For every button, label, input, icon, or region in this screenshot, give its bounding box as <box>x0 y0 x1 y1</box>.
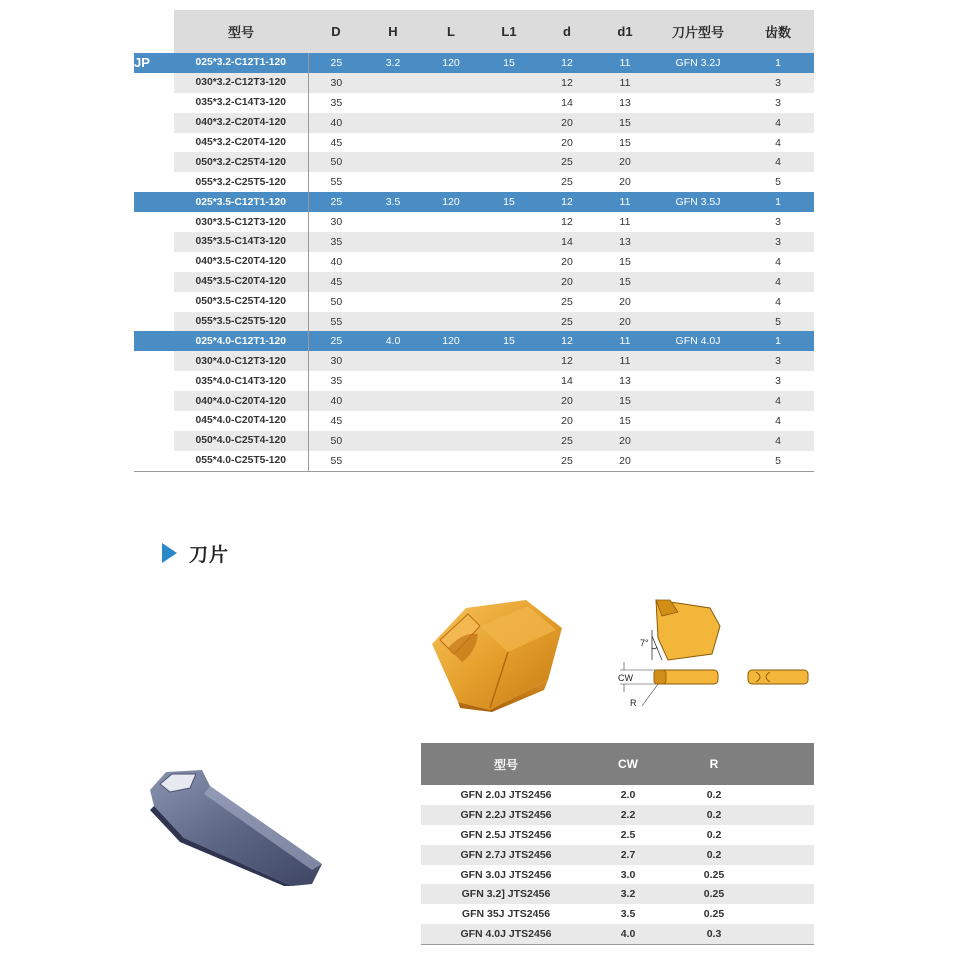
insert-row <box>421 884 814 904</box>
cell-d: 50 <box>308 431 364 451</box>
insert-cell-r: 0.25 <box>665 904 763 924</box>
cell-d1: 13 <box>596 232 654 252</box>
cell-l <box>422 312 480 332</box>
row-spacer <box>134 391 174 411</box>
insert-cell-model: GFN 35J JTS2456 <box>421 904 591 924</box>
header-spacer <box>134 10 174 53</box>
cell-d1: 20 <box>596 451 654 471</box>
cell-model: 025*3.5-C12T1-120 <box>174 192 308 212</box>
insert-cell-cw: 3.5 <box>591 904 665 924</box>
cell-model: 035*3.2-C14T3-120 <box>174 93 308 113</box>
cell-insert <box>654 371 742 391</box>
table-row <box>134 252 814 272</box>
cell-h <box>364 133 422 153</box>
cell-insert <box>654 312 742 332</box>
cell-teeth: 1 <box>742 192 814 212</box>
insert-cell-r: 0.25 <box>665 865 763 885</box>
table-row <box>134 113 814 133</box>
table-row <box>134 312 814 332</box>
cell-teeth: 1 <box>742 331 814 351</box>
insert-row <box>421 904 814 924</box>
cell-l <box>422 113 480 133</box>
cell-l: 120 <box>422 192 480 212</box>
cell-d: 25 <box>538 172 596 192</box>
cell-teeth: 4 <box>742 292 814 312</box>
cell-model: 035*4.0-C14T3-120 <box>174 371 308 391</box>
insert-cell-spacer <box>763 825 814 845</box>
cell-insert: GFN 3.5J <box>654 192 742 212</box>
cell-d1: 15 <box>596 113 654 133</box>
cell-model: 045*4.0-C20T4-120 <box>174 411 308 431</box>
header-d: d <box>538 10 596 53</box>
cell-l1 <box>480 212 538 232</box>
cell-insert <box>654 252 742 272</box>
gold-insert-image <box>418 598 574 714</box>
cell-h <box>364 391 422 411</box>
cell-h <box>364 431 422 451</box>
insert-cell-r: 0.2 <box>665 825 763 845</box>
insert-cell-cw: 3.0 <box>591 865 665 885</box>
cell-d1: 20 <box>596 431 654 451</box>
cell-d: 25 <box>538 312 596 332</box>
cell-d: 20 <box>538 252 596 272</box>
cell-d: 55 <box>308 172 364 192</box>
cell-insert <box>654 391 742 411</box>
cell-h <box>364 172 422 192</box>
insert-cell-cw: 2.5 <box>591 825 665 845</box>
insert-header-row <box>421 743 814 785</box>
insert-cell-model: GFN 4.0J JTS2456 <box>421 924 591 944</box>
cell-l1 <box>480 172 538 192</box>
table-row <box>134 292 814 312</box>
cell-teeth: 4 <box>742 411 814 431</box>
cell-h <box>364 152 422 172</box>
insert-cell-cw: 4.0 <box>591 924 665 944</box>
cell-l1 <box>480 431 538 451</box>
cell-teeth: 4 <box>742 152 814 172</box>
cell-l1: 15 <box>480 53 538 73</box>
cell-model: 050*3.2-C25T4-120 <box>174 152 308 172</box>
header-L1: L1 <box>480 10 538 53</box>
row-spacer <box>134 252 174 272</box>
cell-l <box>422 431 480 451</box>
product-table <box>134 10 814 472</box>
table-row <box>134 331 814 351</box>
row-spacer <box>134 431 174 451</box>
table-row <box>134 53 814 73</box>
cell-l <box>422 411 480 431</box>
row-spacer <box>134 93 174 113</box>
table-row <box>134 152 814 172</box>
insert-cell-model: GFN 3.2] JTS2456 <box>421 884 591 904</box>
row-spacer <box>134 232 174 252</box>
row-spacer <box>134 451 174 471</box>
cell-l <box>422 292 480 312</box>
group-label: JP <box>134 53 174 73</box>
table-row <box>134 212 814 232</box>
cw-label: CW <box>618 673 633 683</box>
triangle-marker-icon <box>162 543 177 563</box>
cell-h <box>364 252 422 272</box>
cell-d: 25 <box>308 53 364 73</box>
cell-l1 <box>480 152 538 172</box>
row-spacer <box>134 152 174 172</box>
table-row <box>134 411 814 431</box>
cell-l1 <box>480 312 538 332</box>
cell-teeth: 4 <box>742 391 814 411</box>
cell-d1: 15 <box>596 133 654 153</box>
section-title: 刀片 <box>189 544 230 566</box>
cell-insert <box>654 232 742 252</box>
table-row <box>134 371 814 391</box>
cell-d: 20 <box>538 411 596 431</box>
row-spacer <box>134 172 174 192</box>
cell-d1: 11 <box>596 331 654 351</box>
insert-header-spacer <box>763 743 814 785</box>
cell-d1: 11 <box>596 73 654 93</box>
cell-l1 <box>480 371 538 391</box>
cell-d: 20 <box>538 272 596 292</box>
cell-d1: 11 <box>596 53 654 73</box>
cell-d: 55 <box>308 451 364 471</box>
table-row <box>134 172 814 192</box>
insert-header-cw: CW <box>591 743 665 785</box>
cell-insert <box>654 133 742 153</box>
cell-d: 50 <box>308 152 364 172</box>
insert-row <box>421 785 814 805</box>
cell-d: 12 <box>538 351 596 371</box>
cell-teeth: 5 <box>742 451 814 471</box>
header-D: D <box>308 10 364 53</box>
cell-d1: 20 <box>596 312 654 332</box>
cell-model: 055*4.0-C25T5-120 <box>174 451 308 471</box>
cell-h <box>364 411 422 431</box>
cell-teeth: 5 <box>742 312 814 332</box>
cell-h <box>364 212 422 232</box>
cell-d1: 15 <box>596 252 654 272</box>
cell-d: 30 <box>308 351 364 371</box>
cell-d1: 13 <box>596 93 654 113</box>
cell-model: 040*4.0-C20T4-120 <box>174 391 308 411</box>
insert-cell-spacer <box>763 785 814 805</box>
cell-insert <box>654 451 742 471</box>
insert-cell-r: 0.2 <box>665 785 763 805</box>
row-spacer <box>134 292 174 312</box>
cell-teeth: 3 <box>742 371 814 391</box>
cell-h <box>364 292 422 312</box>
insert-cell-model: GFN 3.0J JTS2456 <box>421 865 591 885</box>
cell-model: 030*3.2-C12T3-120 <box>174 73 308 93</box>
insert-header-r: R <box>665 743 763 785</box>
row-spacer <box>134 73 174 93</box>
cell-d: 25 <box>308 331 364 351</box>
cell-d: 14 <box>538 371 596 391</box>
cell-insert: GFN 4.0J <box>654 331 742 351</box>
cell-d1: 15 <box>596 411 654 431</box>
cell-l: 120 <box>422 331 480 351</box>
cell-l <box>422 152 480 172</box>
cell-insert <box>654 292 742 312</box>
cell-model: 045*3.5-C20T4-120 <box>174 272 308 292</box>
cell-l1 <box>480 252 538 272</box>
row-spacer <box>134 133 174 153</box>
cell-l1 <box>480 73 538 93</box>
cell-d: 40 <box>308 113 364 133</box>
r-label: R <box>630 698 637 708</box>
cell-l1 <box>480 292 538 312</box>
cell-insert <box>654 93 742 113</box>
cell-model: 055*3.2-C25T5-120 <box>174 172 308 192</box>
cell-d1: 11 <box>596 192 654 212</box>
cell-insert <box>654 272 742 292</box>
row-spacer <box>134 312 174 332</box>
cell-insert <box>654 212 742 232</box>
insert-row <box>421 865 814 885</box>
cell-d1: 20 <box>596 152 654 172</box>
table-row <box>134 272 814 292</box>
header-model: 型号 <box>174 10 308 53</box>
cell-d: 20 <box>538 113 596 133</box>
cell-d1: 20 <box>596 292 654 312</box>
cell-d: 55 <box>308 312 364 332</box>
cell-d: 35 <box>308 371 364 391</box>
table-row <box>134 93 814 113</box>
insert-cell-spacer <box>763 904 814 924</box>
row-spacer <box>134 331 174 351</box>
header-H: H <box>364 10 422 53</box>
cell-h <box>364 272 422 292</box>
row-spacer <box>134 411 174 431</box>
angle-label: 7° <box>640 638 649 648</box>
insert-cell-spacer <box>763 865 814 885</box>
cell-insert <box>654 351 742 371</box>
cell-l1 <box>480 391 538 411</box>
cell-insert <box>654 411 742 431</box>
table-row <box>134 73 814 93</box>
table-row <box>134 391 814 411</box>
cell-model: 045*3.2-C20T4-120 <box>174 133 308 153</box>
cell-d: 25 <box>538 292 596 312</box>
cell-insert <box>654 431 742 451</box>
cell-d: 30 <box>308 73 364 93</box>
cell-d: 12 <box>538 53 596 73</box>
cell-d: 20 <box>538 391 596 411</box>
cell-l <box>422 232 480 252</box>
cell-d1: 11 <box>596 212 654 232</box>
table-row <box>134 192 814 212</box>
cell-d1: 15 <box>596 391 654 411</box>
cell-d: 14 <box>538 93 596 113</box>
insert-cell-cw: 2.2 <box>591 805 665 825</box>
row-spacer <box>134 272 174 292</box>
cell-insert <box>654 172 742 192</box>
cell-insert <box>654 73 742 93</box>
cell-l1: 15 <box>480 192 538 212</box>
insert-header-model: 型号 <box>421 743 591 785</box>
cell-d: 12 <box>538 331 596 351</box>
row-spacer <box>134 212 174 232</box>
cell-d: 20 <box>538 133 596 153</box>
cell-model: 025*3.2-C12T1-120 <box>174 53 308 73</box>
row-spacer <box>134 351 174 371</box>
insert-cell-spacer <box>763 924 814 944</box>
insert-cell-model: GFN 2.2J JTS2456 <box>421 805 591 825</box>
insert-cell-model: GFN 2.0J JTS2456 <box>421 785 591 805</box>
cell-h <box>364 232 422 252</box>
cell-l <box>422 172 480 192</box>
cell-d: 25 <box>538 431 596 451</box>
cell-d: 14 <box>538 232 596 252</box>
insert-cell-cw: 2.0 <box>591 785 665 805</box>
cell-l1 <box>480 133 538 153</box>
cell-l1 <box>480 232 538 252</box>
cell-h <box>364 371 422 391</box>
cell-d: 12 <box>538 212 596 232</box>
cell-l <box>422 351 480 371</box>
row-spacer <box>134 371 174 391</box>
cell-h: 4.0 <box>364 331 422 351</box>
table-row <box>134 133 814 153</box>
cell-d: 25 <box>308 192 364 212</box>
cell-l1 <box>480 411 538 431</box>
cell-h <box>364 93 422 113</box>
header-teeth: 齿数 <box>742 10 814 53</box>
cell-insert <box>654 152 742 172</box>
cell-l <box>422 212 480 232</box>
cell-model: 040*3.2-C20T4-120 <box>174 113 308 133</box>
table-row <box>134 451 814 471</box>
insert-cell-r: 0.2 <box>665 845 763 865</box>
cell-d1: 20 <box>596 172 654 192</box>
insert-table <box>421 743 814 945</box>
table-row <box>134 232 814 252</box>
cell-d: 12 <box>538 73 596 93</box>
cell-l <box>422 371 480 391</box>
cell-d: 40 <box>308 391 364 411</box>
cell-model: 050*3.5-C25T4-120 <box>174 292 308 312</box>
insert-cell-spacer <box>763 805 814 825</box>
cell-teeth: 1 <box>742 53 814 73</box>
cell-h: 3.2 <box>364 53 422 73</box>
cell-d: 12 <box>538 192 596 212</box>
insert-cell-cw: 3.2 <box>591 884 665 904</box>
header-d1: d1 <box>596 10 654 53</box>
cell-d: 25 <box>538 451 596 471</box>
section-heading <box>162 541 229 565</box>
table-row <box>134 431 814 451</box>
cell-teeth: 3 <box>742 232 814 252</box>
cell-l1 <box>480 272 538 292</box>
insert-cell-spacer <box>763 884 814 904</box>
insert-cell-r: 0.25 <box>665 884 763 904</box>
insert-row <box>421 924 814 944</box>
insert-cell-spacer <box>763 845 814 865</box>
cell-l <box>422 451 480 471</box>
cell-model: 025*4.0-C12T1-120 <box>174 331 308 351</box>
cell-h: 3.5 <box>364 192 422 212</box>
cell-teeth: 4 <box>742 252 814 272</box>
cell-model: 030*3.5-C12T3-120 <box>174 212 308 232</box>
insert-row <box>421 845 814 865</box>
cell-teeth: 3 <box>742 212 814 232</box>
cell-teeth: 4 <box>742 431 814 451</box>
header-L: L <box>422 10 480 53</box>
cell-model: 035*3.5-C14T3-120 <box>174 232 308 252</box>
cell-d: 50 <box>308 292 364 312</box>
cell-h <box>364 113 422 133</box>
cell-h <box>364 73 422 93</box>
cell-teeth: 5 <box>742 172 814 192</box>
cell-d: 45 <box>308 272 364 292</box>
cell-l <box>422 133 480 153</box>
cell-teeth: 4 <box>742 272 814 292</box>
cell-d: 35 <box>308 232 364 252</box>
cell-d1: 13 <box>596 371 654 391</box>
header-insert-model: 刀片型号 <box>654 10 742 53</box>
cell-l1: 15 <box>480 331 538 351</box>
cell-teeth: 4 <box>742 113 814 133</box>
cell-teeth: 3 <box>742 351 814 371</box>
cell-model: 050*4.0-C25T4-120 <box>174 431 308 451</box>
cell-model: 055*3.5-C25T5-120 <box>174 312 308 332</box>
cell-l <box>422 73 480 93</box>
cell-l <box>422 252 480 272</box>
cell-l <box>422 93 480 113</box>
cell-l1 <box>480 113 538 133</box>
insert-dimension-diagram <box>598 590 820 714</box>
cell-teeth: 3 <box>742 93 814 113</box>
row-spacer <box>134 192 174 212</box>
blue-insert-image <box>144 766 324 888</box>
cell-teeth: 4 <box>742 133 814 153</box>
cell-d: 25 <box>538 152 596 172</box>
cell-d: 35 <box>308 93 364 113</box>
cell-model: 040*3.5-C20T4-120 <box>174 252 308 272</box>
insert-row <box>421 805 814 825</box>
cell-d: 45 <box>308 411 364 431</box>
cell-l1 <box>480 93 538 113</box>
row-spacer <box>134 113 174 133</box>
cell-l1 <box>480 451 538 471</box>
insert-cell-cw: 2.7 <box>591 845 665 865</box>
insert-cell-r: 0.2 <box>665 805 763 825</box>
cell-d: 40 <box>308 252 364 272</box>
cell-d1: 15 <box>596 272 654 292</box>
table-header-row <box>134 10 814 53</box>
insert-row <box>421 825 814 845</box>
cell-model: 030*4.0-C12T3-120 <box>174 351 308 371</box>
cell-h <box>364 451 422 471</box>
cell-insert: GFN 3.2J <box>654 53 742 73</box>
cell-teeth: 3 <box>742 73 814 93</box>
table-row <box>134 351 814 371</box>
cell-d: 45 <box>308 133 364 153</box>
cell-insert <box>654 113 742 133</box>
cell-d1: 11 <box>596 351 654 371</box>
insert-cell-model: GFN 2.5J JTS2456 <box>421 825 591 845</box>
cell-l1 <box>480 351 538 371</box>
cell-d: 30 <box>308 212 364 232</box>
insert-cell-model: GFN 2.7J JTS2456 <box>421 845 591 865</box>
cell-h <box>364 312 422 332</box>
cell-l <box>422 391 480 411</box>
cell-l <box>422 272 480 292</box>
cell-h <box>364 351 422 371</box>
insert-cell-r: 0.3 <box>665 924 763 944</box>
cell-l: 120 <box>422 53 480 73</box>
